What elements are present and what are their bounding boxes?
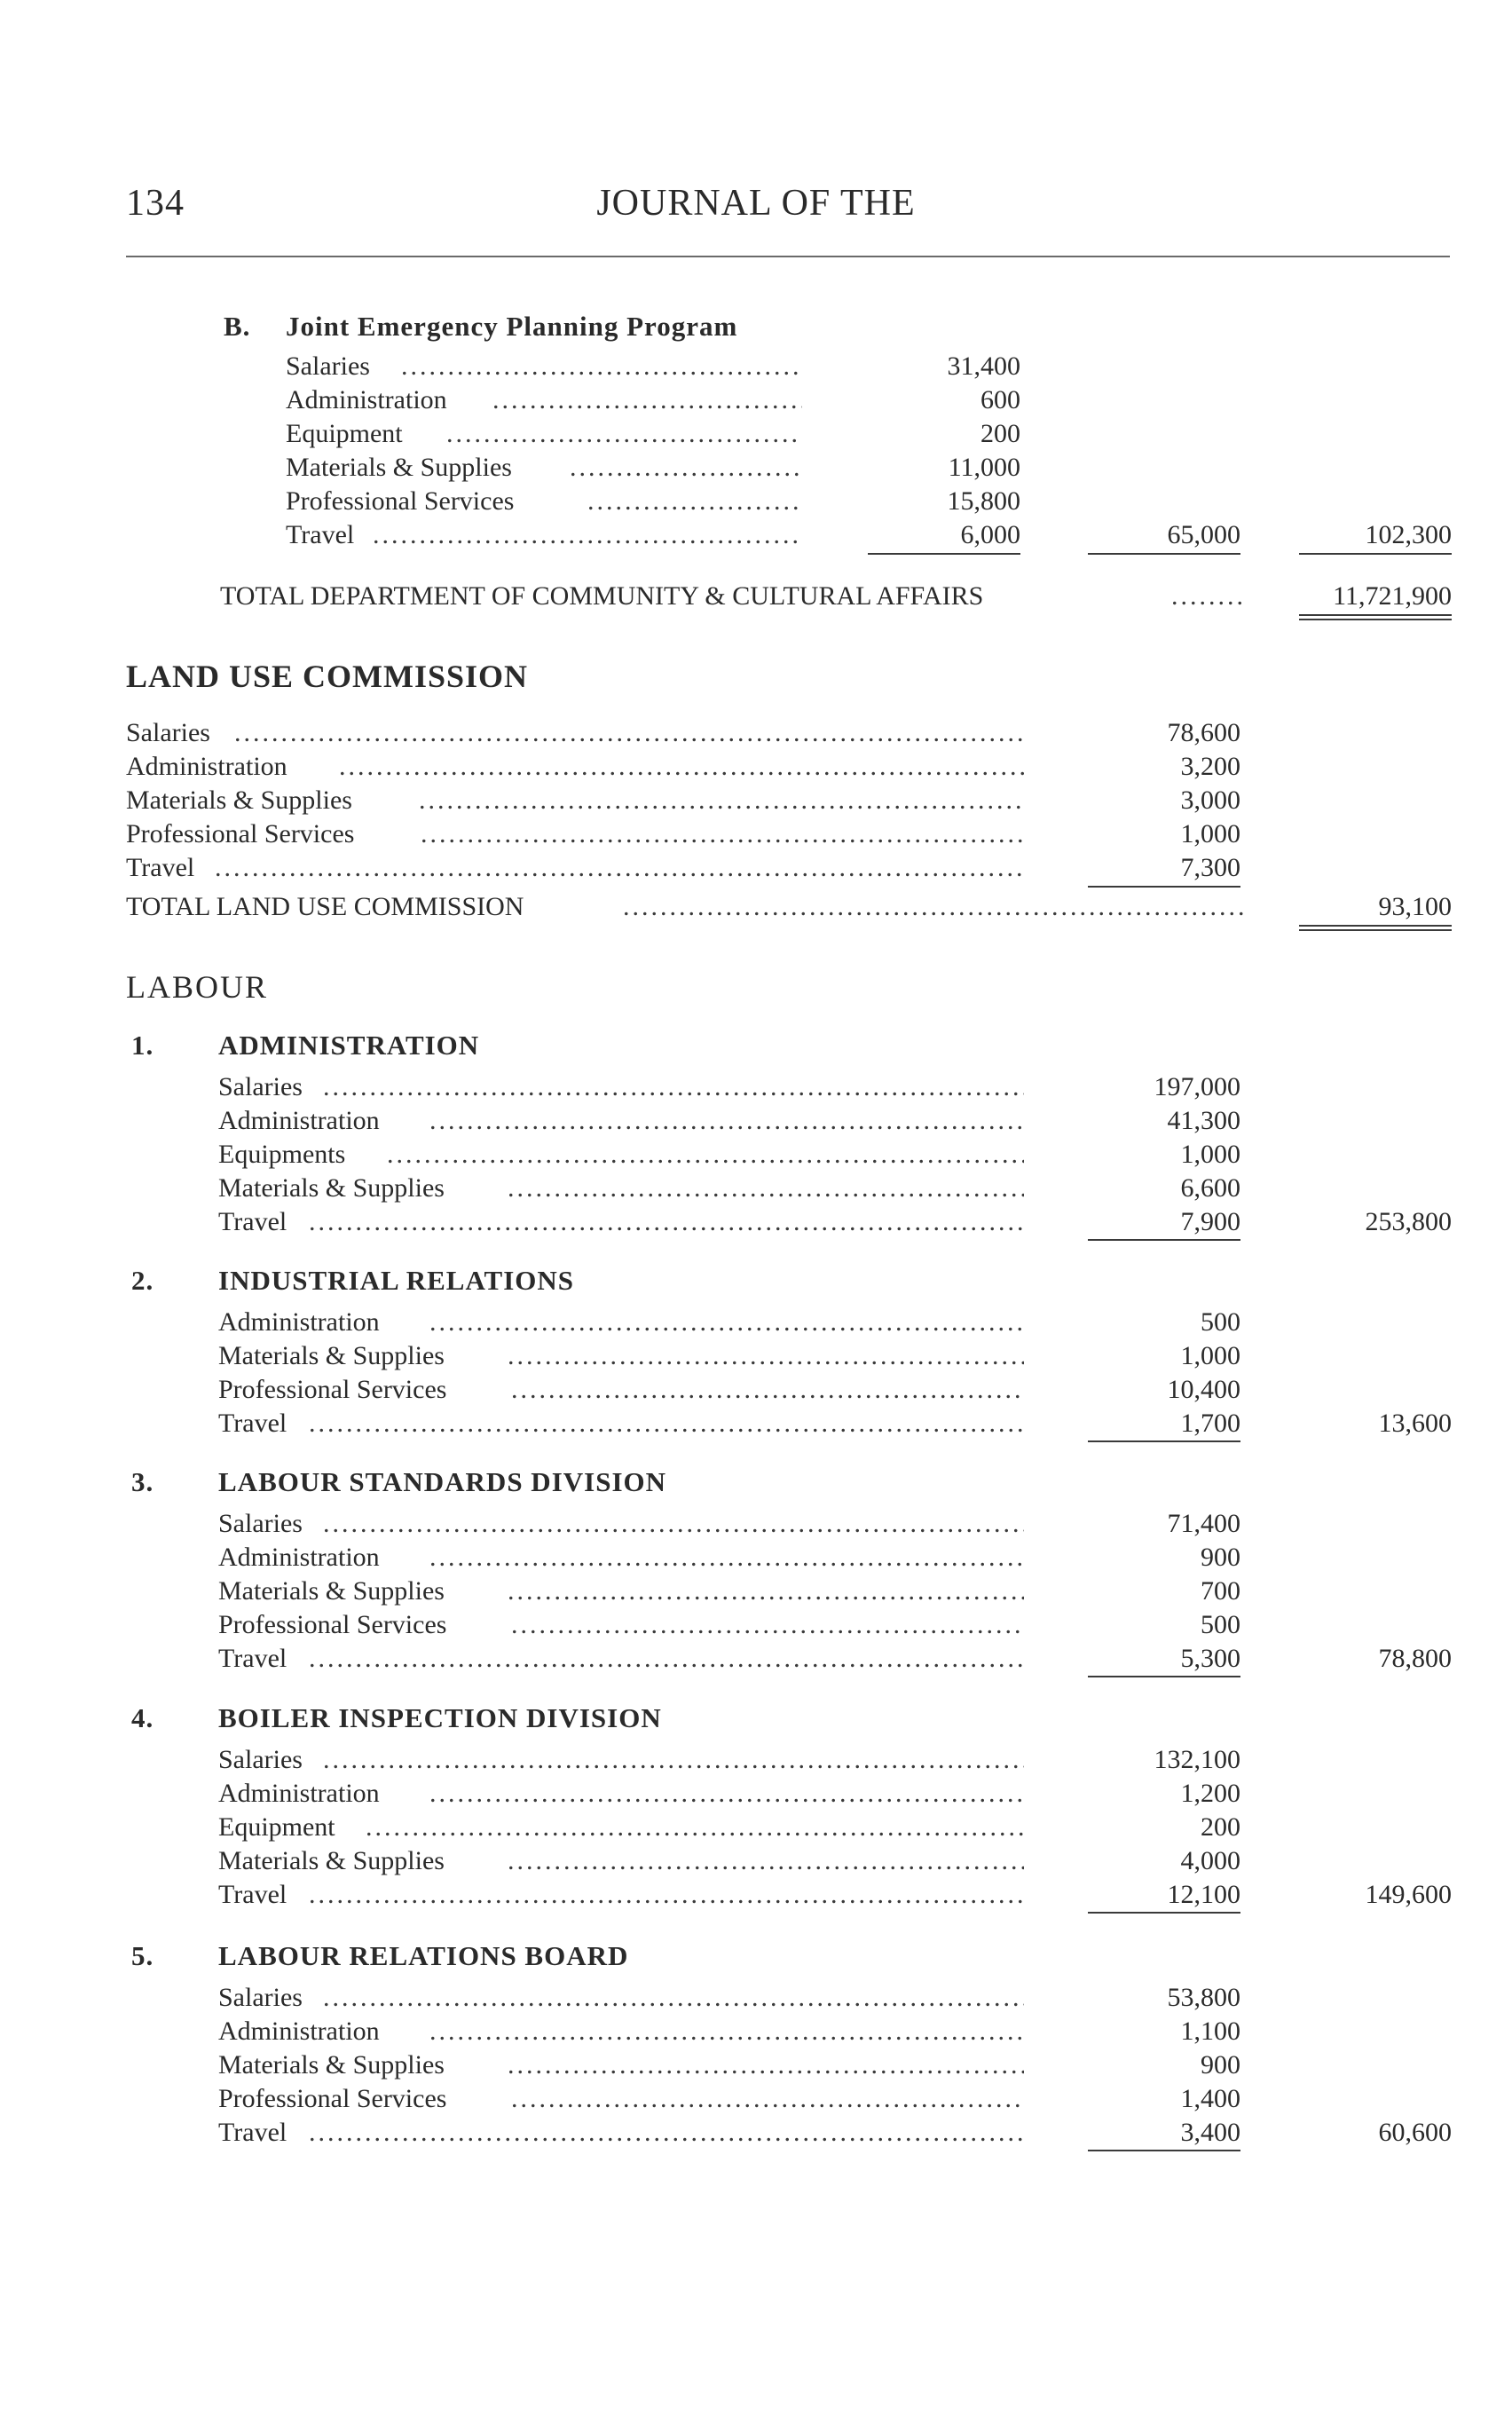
labour-item-amount: 1,100 xyxy=(1180,2017,1240,2046)
leader-dots xyxy=(429,2016,1024,2048)
leader-dots xyxy=(508,1340,1024,1372)
leader-dots xyxy=(234,717,1024,749)
header-rule xyxy=(126,256,1450,257)
labour-item-label: Travel xyxy=(218,1207,287,1236)
underline xyxy=(1088,1676,1240,1677)
land-use-total: 93,100 xyxy=(1378,892,1452,921)
labour-section-title: LABOUR STANDARDS DIVISION xyxy=(218,1466,667,1497)
labour-item-label: Materials & Supplies xyxy=(218,1173,445,1203)
leader-dots xyxy=(323,1744,1024,1776)
leader-dots xyxy=(309,2117,1024,2149)
section-b-item-label: Equipment xyxy=(286,419,403,448)
leader-dots xyxy=(339,751,1024,783)
labour-item-label: Travel xyxy=(218,1880,287,1909)
double-underline xyxy=(1299,925,1452,931)
section-b-label: B. xyxy=(224,311,251,342)
labour-item-amount: 200 xyxy=(1201,1812,1240,1842)
land-use-item-amount: 3,000 xyxy=(1180,785,1240,815)
dept-total-amount: 11,721,900 xyxy=(1333,581,1452,611)
leader-dots xyxy=(570,452,802,484)
labour-item-amount: 900 xyxy=(1201,1543,1240,1572)
labour-item-amount: 41,300 xyxy=(1167,1106,1240,1135)
land-use-total-label: TOTAL LAND USE COMMISSION xyxy=(126,892,524,921)
leader-dots xyxy=(511,2083,1024,2115)
land-use-item-amount: 7,300 xyxy=(1180,853,1240,882)
underline xyxy=(1088,886,1240,888)
leader-dots xyxy=(323,1508,1024,1540)
section-b-item-label: Travel xyxy=(286,520,355,549)
labour-section-total: 149,600 xyxy=(1365,1880,1452,1909)
land-use-item-label: Professional Services xyxy=(126,819,355,848)
leader-dots xyxy=(508,1575,1024,1607)
labour-section-total: 13,600 xyxy=(1378,1409,1452,1438)
leader-dots xyxy=(309,1408,1024,1440)
leader-dots xyxy=(508,1845,1024,1877)
double-underline xyxy=(1299,614,1452,620)
labour-item-amount: 132,100 xyxy=(1154,1745,1240,1774)
leader-dots xyxy=(215,852,1024,884)
land-use-item-label: Administration xyxy=(126,752,287,781)
labour-section-number: 5. xyxy=(131,1940,154,1971)
labour-section-total: 78,800 xyxy=(1378,1644,1452,1673)
leader-dots xyxy=(309,1643,1024,1675)
labour-section-total: 253,800 xyxy=(1365,1207,1452,1236)
leader-dots xyxy=(429,1306,1024,1338)
underline xyxy=(1299,553,1452,555)
labour-item-label: Professional Services xyxy=(218,1610,447,1639)
labour-item-label: Salaries xyxy=(218,1072,303,1101)
leader-dots xyxy=(323,1982,1024,2014)
labour-item-label: Materials & Supplies xyxy=(218,1576,445,1606)
labour-item-label: Materials & Supplies xyxy=(218,1846,445,1875)
labour-item-label: Materials & Supplies xyxy=(218,1341,445,1370)
leader-dots xyxy=(309,1879,1024,1911)
leader-dots xyxy=(309,1206,1024,1238)
labour-item-label: Professional Services xyxy=(218,1375,447,1404)
labour-item-label: Administration xyxy=(218,2017,380,2046)
land-use-item-label: Travel xyxy=(126,853,195,882)
section-b-item-amount: 15,800 xyxy=(947,486,1020,516)
section-b-item-amount: 600 xyxy=(980,385,1020,414)
section-b-item-amount: 200 xyxy=(980,419,1020,448)
labour-item-amount: 500 xyxy=(1201,1610,1240,1639)
page-title: JOURNAL OF THE xyxy=(596,183,916,224)
labour-title: LABOUR xyxy=(126,969,269,1005)
leader-dots xyxy=(623,891,1244,923)
labour-item-label: Travel xyxy=(218,2118,287,2147)
labour-item-label: Materials & Supplies xyxy=(218,2050,445,2080)
labour-item-label: Travel xyxy=(218,1644,287,1673)
section-b-title: Joint Emergency Planning Program xyxy=(286,311,738,342)
section-b-total: 102,300 xyxy=(1365,520,1452,549)
labour-item-label: Equipment xyxy=(218,1812,335,1842)
labour-item-amount: 700 xyxy=(1201,1576,1240,1606)
labour-item-label: Travel xyxy=(218,1409,287,1438)
land-use-title: LAND USE COMMISSION xyxy=(126,659,529,694)
section-b-item-label: Salaries xyxy=(286,351,370,381)
labour-item-amount: 197,000 xyxy=(1154,1072,1240,1101)
labour-item-label: Administration xyxy=(218,1106,380,1135)
land-use-item-amount: 1,000 xyxy=(1180,819,1240,848)
section-b-item-amount: 31,400 xyxy=(947,351,1020,381)
labour-item-amount: 1,000 xyxy=(1180,1140,1240,1169)
labour-item-amount: 1,700 xyxy=(1180,1409,1240,1438)
labour-item-label: Salaries xyxy=(218,1745,303,1774)
labour-item-label: Administration xyxy=(218,1307,380,1337)
labour-item-label: Equipments xyxy=(218,1140,346,1169)
labour-item-amount: 53,800 xyxy=(1167,1983,1240,2012)
section-b-item-amount: 11,000 xyxy=(948,453,1020,482)
labour-item-label: Professional Services xyxy=(218,2084,447,2113)
leader-dots xyxy=(1171,580,1242,612)
labour-section-title: INDUSTRIAL RELATIONS xyxy=(218,1265,575,1296)
labour-item-amount: 3,400 xyxy=(1180,2118,1240,2147)
leader-dots xyxy=(373,519,802,551)
labour-item-label: Salaries xyxy=(218,1509,303,1538)
labour-section-number: 4. xyxy=(131,1702,154,1733)
land-use-item-label: Materials & Supplies xyxy=(126,785,352,815)
leader-dots xyxy=(587,485,802,517)
leader-dots xyxy=(387,1139,1024,1171)
section-b-subtotal: 65,000 xyxy=(1167,520,1240,549)
labour-item-amount: 1,400 xyxy=(1180,2084,1240,2113)
underline xyxy=(1088,553,1240,555)
leader-dots xyxy=(508,1172,1024,1204)
leader-dots xyxy=(429,1105,1024,1137)
labour-item-label: Administration xyxy=(218,1779,380,1808)
labour-section-number: 2. xyxy=(131,1265,154,1296)
section-b-item-amount: 6,000 xyxy=(960,520,1020,549)
leader-dots xyxy=(511,1609,1024,1641)
section-b-item-label: Professional Services xyxy=(286,486,515,516)
labour-section-title: BOILER INSPECTION DIVISION xyxy=(218,1702,662,1733)
labour-section-number: 3. xyxy=(131,1466,154,1497)
section-b-item-label: Materials & Supplies xyxy=(286,453,512,482)
leader-dots xyxy=(446,418,802,450)
labour-item-amount: 10,400 xyxy=(1167,1375,1240,1404)
labour-item-amount: 12,100 xyxy=(1167,1880,1240,1909)
leader-dots xyxy=(366,1811,1024,1843)
labour-item-label: Administration xyxy=(218,1543,380,1572)
underline xyxy=(1088,1912,1240,1914)
section-b-item-label: Administration xyxy=(286,385,447,414)
leader-dots xyxy=(429,1542,1024,1574)
labour-item-amount: 900 xyxy=(1201,2050,1240,2080)
labour-section-title: ADMINISTRATION xyxy=(218,1030,480,1061)
labour-section-total: 60,600 xyxy=(1378,2118,1452,2147)
labour-item-amount: 7,900 xyxy=(1180,1207,1240,1236)
labour-item-amount: 500 xyxy=(1201,1307,1240,1337)
leader-dots xyxy=(323,1071,1024,1103)
leader-dots xyxy=(401,351,802,383)
dept-total-label: TOTAL DEPARTMENT OF COMMUNITY & CULTURAL AFFAIRS xyxy=(220,581,984,611)
land-use-item-label: Salaries xyxy=(126,718,210,747)
labour-item-amount: 4,000 xyxy=(1180,1846,1240,1875)
leader-dots xyxy=(492,384,802,416)
labour-item-label: Salaries xyxy=(218,1983,303,2012)
underline xyxy=(1088,1239,1240,1241)
labour-item-amount: 1,000 xyxy=(1180,1341,1240,1370)
underline xyxy=(1088,1440,1240,1442)
leader-dots xyxy=(508,2049,1024,2081)
labour-item-amount: 71,400 xyxy=(1167,1509,1240,1538)
leader-dots xyxy=(419,785,1024,817)
land-use-item-amount: 3,200 xyxy=(1180,752,1240,781)
leader-dots xyxy=(421,818,1024,850)
leader-dots xyxy=(429,1778,1024,1810)
labour-item-amount: 1,200 xyxy=(1180,1779,1240,1808)
land-use-item-amount: 78,600 xyxy=(1167,718,1240,747)
labour-item-amount: 6,600 xyxy=(1180,1173,1240,1203)
labour-item-amount: 5,300 xyxy=(1180,1644,1240,1673)
underline xyxy=(1088,2150,1240,2151)
underline xyxy=(868,553,1020,555)
page-number: 134 xyxy=(126,183,185,224)
labour-section-title: LABOUR RELATIONS BOARD xyxy=(218,1940,629,1971)
leader-dots xyxy=(511,1374,1024,1406)
labour-section-number: 1. xyxy=(131,1030,154,1061)
